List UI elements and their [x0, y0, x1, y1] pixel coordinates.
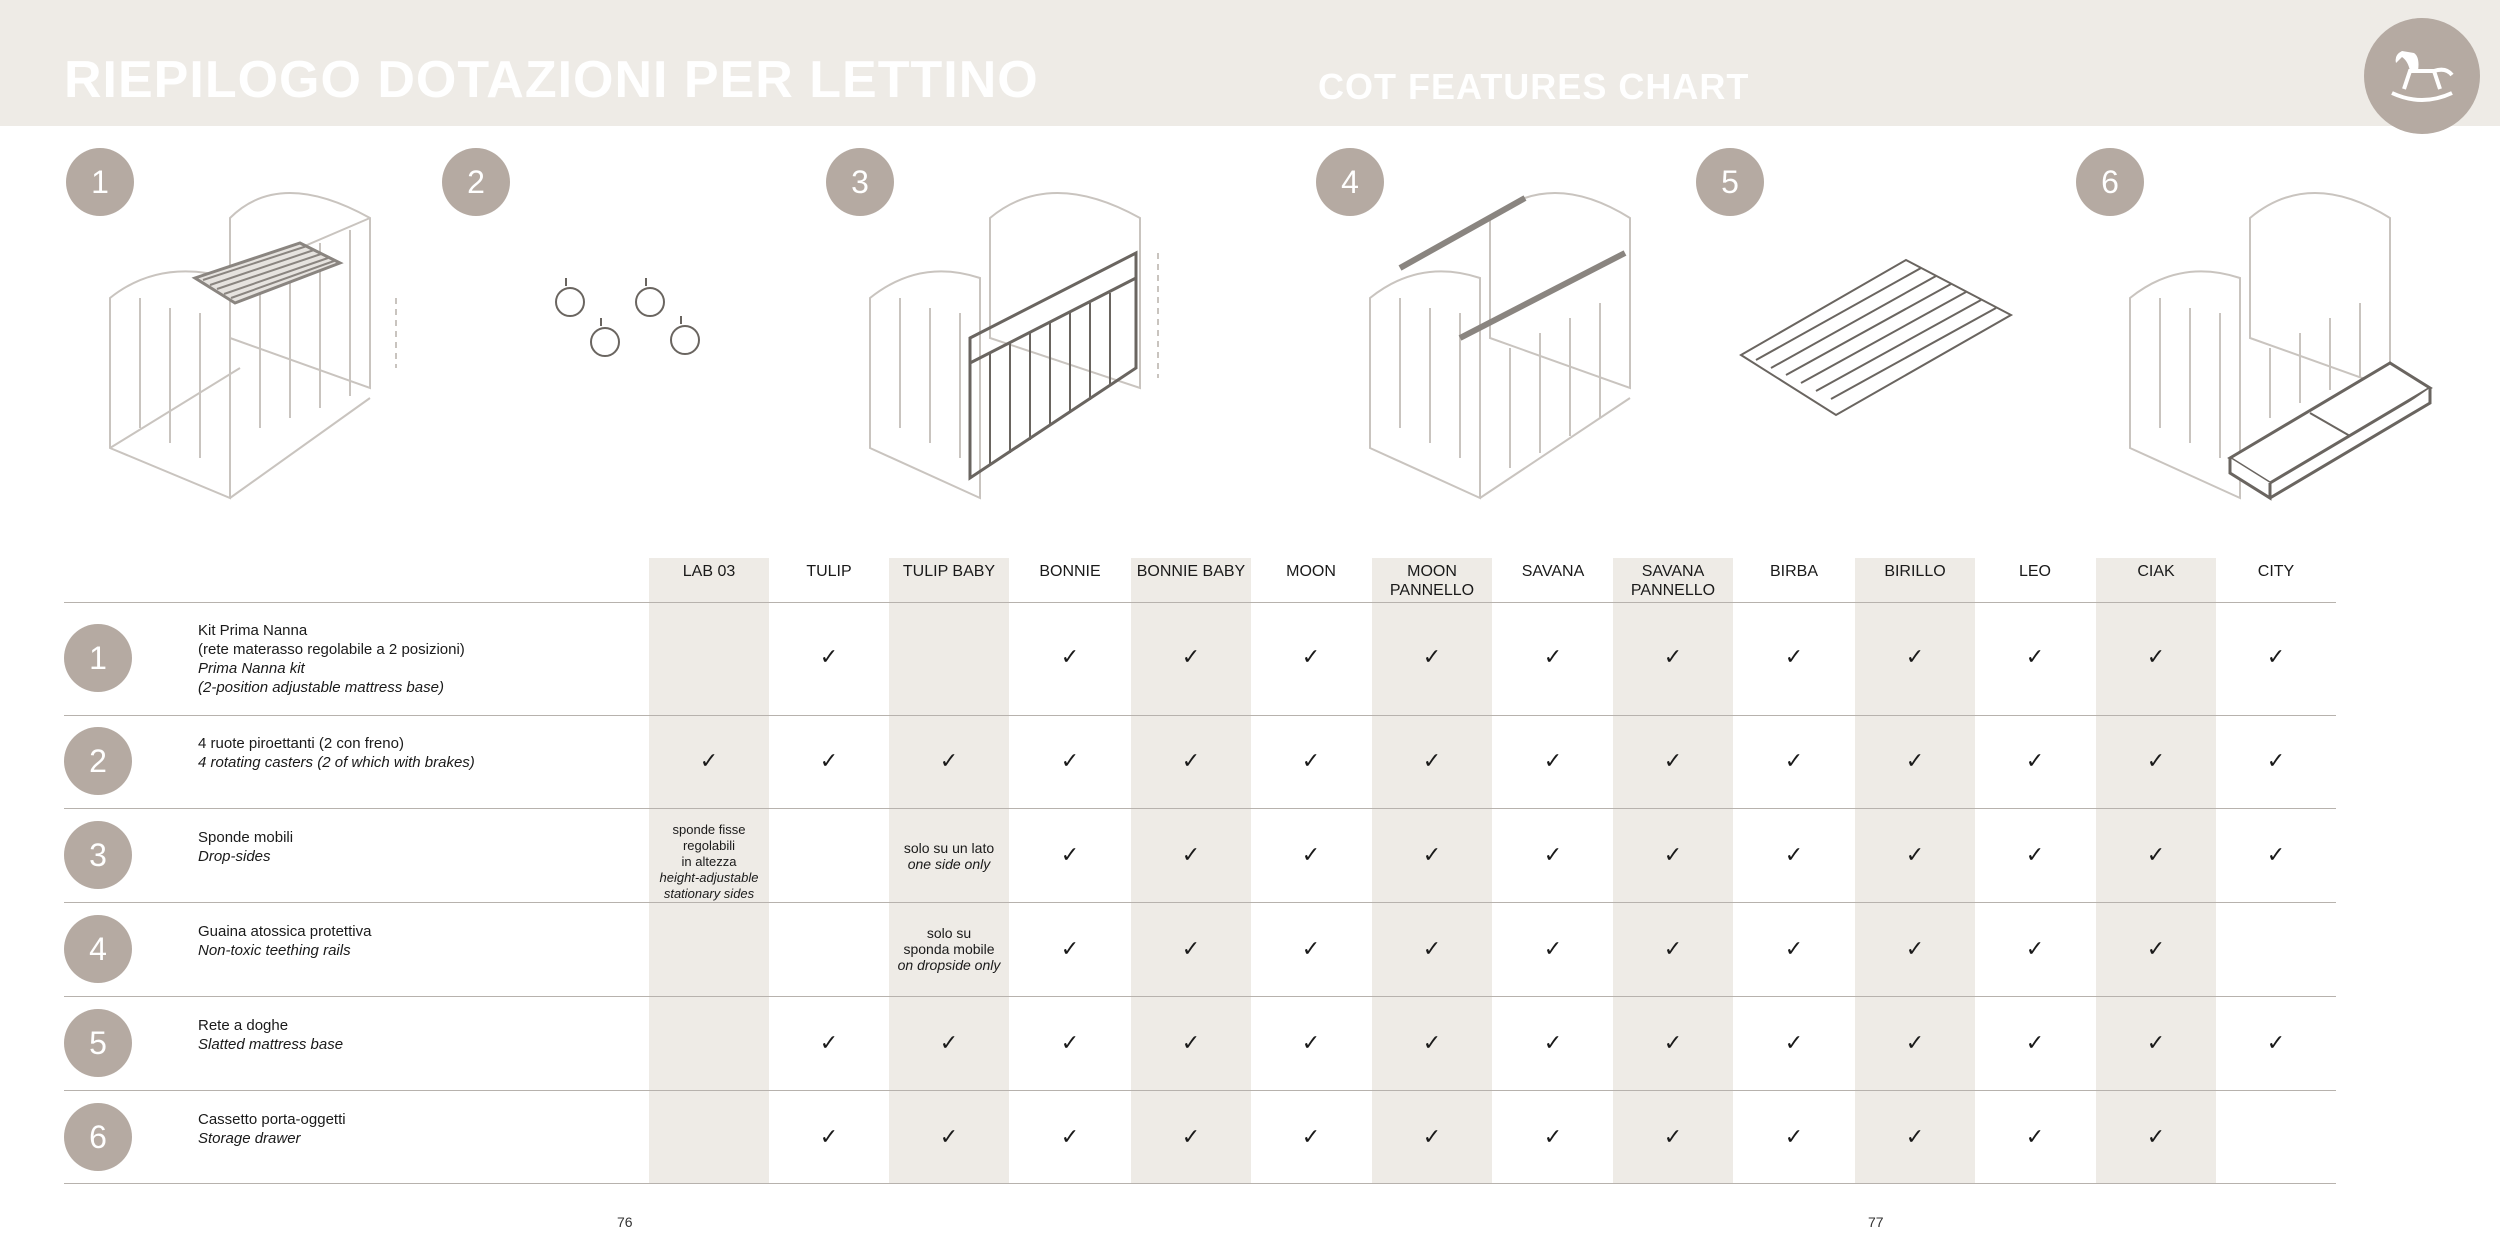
table-cell: ✓ [1060, 936, 1080, 961]
table-rule [64, 715, 2336, 716]
table-cell: ✓ [1060, 644, 1080, 669]
table-cell: ✓ [1543, 1030, 1563, 1055]
column-header: BIRBA [1769, 563, 1818, 580]
cot-with-dropside-illustration [860, 168, 1180, 508]
column-header: SAVANA [1521, 563, 1585, 580]
table-cell: ✓ [1181, 644, 1201, 669]
table-cell: ✓ [1784, 644, 1804, 669]
illustration-badge-3: 3 [826, 148, 894, 216]
row-number-badge: 1 [64, 624, 132, 692]
table-cell: ✓ [819, 644, 839, 669]
table-cell: ✓ [1422, 1030, 1442, 1055]
table-cell: ✓ [819, 748, 839, 773]
page-title: RIEPILOGO DOTAZIONI PER LETTINO [64, 51, 1039, 109]
table-cell: ✓ [2025, 1124, 2045, 1149]
table-cell: ✓ [699, 748, 719, 773]
row-number-badge: 2 [64, 727, 132, 795]
table-cell: ✓ [1663, 1030, 1683, 1055]
table-cell: ✓ [819, 1030, 839, 1055]
table-cell: ✓ [1905, 644, 1925, 669]
cot-with-storage-drawer-illustration [2120, 168, 2440, 508]
table-cell: ✓ [1301, 644, 1321, 669]
table-cell: ✓ [1422, 936, 1442, 961]
table-cell: ✓ [1060, 1124, 1080, 1149]
table-cell: ✓ [1784, 936, 1804, 961]
column-header: SAVANA PANNELLO [1630, 563, 1716, 599]
table-cell: ✓ [939, 748, 959, 773]
table-cell: ✓ [2266, 644, 2286, 669]
slatted-base-illustration [1736, 250, 2016, 420]
table-rule [64, 602, 2336, 603]
table-cell: ✓ [1181, 748, 1201, 773]
table-cell: ✓ [1060, 1030, 1080, 1055]
table-cell: ✓ [1181, 1030, 1201, 1055]
table-cell: ✓ [2025, 936, 2045, 961]
table-cell: ✓ [1663, 936, 1683, 961]
table-cell: ✓ [2025, 842, 2045, 867]
table-rule [64, 996, 2336, 997]
row-number-badge: 5 [64, 1009, 132, 1077]
cell-note: sponde fisse regolabili in altezza height-adjustable stationary sides [659, 822, 759, 901]
illustration-badge-6: 6 [2076, 148, 2144, 216]
table-cell: ✓ [1663, 1124, 1683, 1149]
table-cell: ✓ [2146, 842, 2166, 867]
cot-with-teething-rails-illustration [1360, 168, 1660, 508]
table-cell: ✓ [1784, 1030, 1804, 1055]
column-header: BONNIE [1039, 563, 1101, 580]
column-header: CITY [2257, 563, 2295, 580]
table-rule [64, 1090, 2336, 1091]
row-number-badge: 3 [64, 821, 132, 889]
page-subtitle: COT FEATURES CHART [1318, 66, 1750, 107]
cell-note: solo su un lato one side only [903, 840, 995, 872]
table-cell: ✓ [1060, 748, 1080, 773]
feature-label: Kit Prima Nanna (rete materasso regolabile a 2 posizioni) Prima Nanna kit (2-position adjustable mattress base) [198, 622, 465, 696]
table-cell: ✓ [1181, 936, 1201, 961]
page-number-left: 76 [617, 1214, 633, 1230]
table-rule [64, 808, 2336, 809]
column-header: BONNIE BABY [1136, 563, 1246, 580]
table-cell: ✓ [1181, 1124, 1201, 1149]
table-cell: ✓ [1543, 936, 1563, 961]
table-cell: ✓ [1301, 1030, 1321, 1055]
column-header: TULIP BABY [902, 563, 996, 580]
table-cell: ✓ [1905, 1030, 1925, 1055]
table-rule [64, 902, 2336, 903]
table-cell: ✓ [1422, 748, 1442, 773]
table-cell: ✓ [2025, 1030, 2045, 1055]
page-number-right: 77 [1868, 1214, 1884, 1230]
table-cell: ✓ [2266, 1030, 2286, 1055]
table-cell: ✓ [1663, 748, 1683, 773]
table-cell: ✓ [1905, 842, 1925, 867]
table-cell: ✓ [1301, 842, 1321, 867]
table-cell: ✓ [1784, 748, 1804, 773]
column-header: TULIP [806, 563, 852, 580]
table-cell: ✓ [939, 1124, 959, 1149]
feature-label: Guaina atossica protettiva Non-toxic teething rails [198, 923, 372, 959]
table-cell: ✓ [2266, 748, 2286, 773]
table-cell: ✓ [2146, 936, 2166, 961]
cot-with-mattress-base-illustration [100, 168, 400, 508]
row-number-badge: 6 [64, 1103, 132, 1171]
table-cell: ✓ [1301, 1124, 1321, 1149]
table-cell: ✓ [1784, 1124, 1804, 1149]
illustration-badge-4: 4 [1316, 148, 1384, 216]
column-header: CIAK [2137, 563, 2175, 580]
table-cell: ✓ [1422, 842, 1442, 867]
table-cell: ✓ [2146, 1124, 2166, 1149]
table-cell: ✓ [1543, 1124, 1563, 1149]
rocking-horse-icon [2364, 18, 2480, 134]
table-cell: ✓ [1060, 842, 1080, 867]
feature-label: 4 ruote piroettanti (2 con freno) 4 rotating casters (2 of which with brakes) [198, 735, 475, 771]
column-header: BIRILLO [1884, 563, 1946, 580]
column-header: LAB 03 [682, 563, 736, 580]
table-cell: ✓ [1663, 644, 1683, 669]
table-cell: ✓ [2025, 748, 2045, 773]
row-number-badge: 4 [64, 915, 132, 983]
feature-label: Cassetto porta-oggetti Storage drawer [198, 1111, 346, 1147]
table-cell: ✓ [2146, 644, 2166, 669]
table-cell: ✓ [2146, 1030, 2166, 1055]
illustration-badge-1: 1 [66, 148, 134, 216]
table-cell: ✓ [1905, 1124, 1925, 1149]
table-cell: ✓ [1422, 1124, 1442, 1149]
casters-illustration [540, 270, 720, 380]
column-header: MOON PANNELLO [1389, 563, 1475, 599]
table-cell: ✓ [1543, 748, 1563, 773]
table-cell: ✓ [2025, 644, 2045, 669]
table-cell: ✓ [2146, 748, 2166, 773]
table-cell: ✓ [1543, 644, 1563, 669]
table-cell: ✓ [1181, 842, 1201, 867]
cell-note: solo su sponda mobile on dropside only [897, 925, 1001, 973]
table-cell: ✓ [1784, 842, 1804, 867]
illustration-badge-5: 5 [1696, 148, 1764, 216]
table-cell: ✓ [1422, 644, 1442, 669]
column-header: MOON [1286, 563, 1336, 580]
table-cell: ✓ [1905, 748, 1925, 773]
feature-label: Rete a doghe Slatted mattress base [198, 1017, 344, 1053]
table-cell: ✓ [1301, 936, 1321, 961]
table-cell: ✓ [819, 1124, 839, 1149]
table-cell: ✓ [1663, 842, 1683, 867]
column-header: LEO [2018, 563, 2051, 580]
table-cell: ✓ [1301, 748, 1321, 773]
table-rule [64, 1183, 2336, 1184]
feature-label: Sponde mobili Drop-sides [198, 829, 294, 865]
table-cell: ✓ [1543, 842, 1563, 867]
illustration-badge-2: 2 [442, 148, 510, 216]
table-cell: ✓ [1905, 936, 1925, 961]
table-cell: ✓ [2266, 842, 2286, 867]
table-cell: ✓ [939, 1030, 959, 1055]
